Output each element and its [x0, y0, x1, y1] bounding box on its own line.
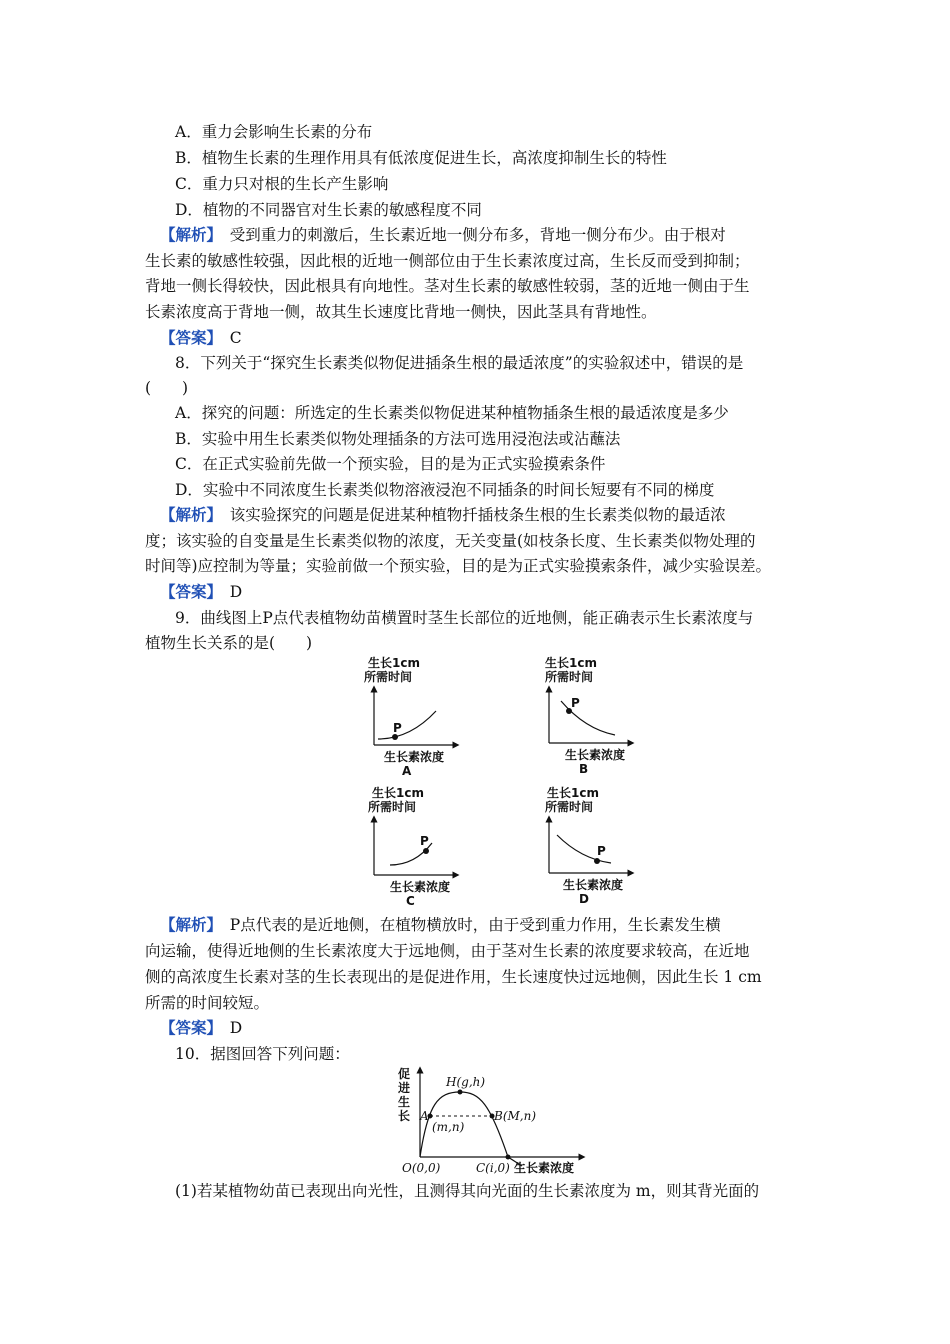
graph-c-caption: C: [406, 894, 415, 908]
q8-option-b: B．实验中用生长素类似物处理插条的方法可选用浸泡法或沾蘸法: [175, 430, 621, 448]
q7-analysis-line-3: 背地一侧长得较快，因此根具有向地性。茎对生长素的敏感性较弱，茎的近地一侧由于生: [145, 277, 750, 295]
graph-b-ylabel-2: 所需时间: [545, 670, 594, 684]
q10-label-b: B(M,n): [494, 1109, 537, 1123]
q9-analysis-line-4: 所需的时间较短。: [145, 994, 270, 1012]
q10-label-c: C(i,0): [476, 1161, 510, 1175]
graph-a-ylabel-1: 生长1cm: [368, 656, 420, 670]
q8-option-a: A．探究的问题：所选定的生长素类似物促进某种植物插条生根的最适浓度是多少: [175, 404, 729, 422]
q10-stem: 10．据图回答下列问题：: [175, 1045, 350, 1063]
q8-stem-line-2: ( ): [145, 379, 189, 397]
q8-option-c: C．在正式实验前先做一个预实验，目的是为正式实验摸索条件: [175, 455, 606, 473]
graph-a-p-label: P: [393, 721, 402, 735]
q8-answer: 【答案】 D: [160, 582, 243, 601]
q9-analysis-line-1: 【解析】 P点代表的是近地侧，在植物横放时，由于受到重力作用，生长素发生横: [160, 915, 721, 934]
q10-label-o: O(0,0): [402, 1161, 441, 1175]
q10-xlabel: 生长素浓度: [514, 1161, 575, 1175]
graph-c-xlabel: 生长素浓度: [390, 880, 451, 894]
q9-stem-line-1: 9．曲线图上P点代表植物幼苗横置时茎生长部位的近地侧，能正确表示生长素浓度与: [175, 609, 754, 627]
q10-label-a-coord: (m,n): [432, 1120, 465, 1134]
q7-option-c: C．重力只对根的生长产生影响: [175, 175, 389, 193]
q10-subquestion-1: (1)若某植物幼苗已表现出向光性，且测得其向光面的生长素浓度为 m，则其背光面的: [175, 1182, 760, 1200]
q10-ylabel-3: 生: [398, 1095, 411, 1109]
q10-point-c: [506, 1155, 511, 1160]
analysis-tag: 【解析】: [160, 505, 215, 524]
graph-b-curve: [561, 701, 615, 735]
answer-tag: 【答案】: [160, 1018, 215, 1037]
q10-ylabel-2: 进: [398, 1081, 411, 1095]
q10-label-h: H(g,h): [446, 1075, 486, 1089]
graph-b: [535, 655, 645, 780]
q7-answer: 【答案】 C: [160, 328, 242, 347]
graph-a-curve: [378, 711, 436, 739]
graph-c-ylabel-2: 所需时间: [368, 800, 417, 814]
graph-c: [360, 785, 470, 910]
answer-tag: 【答案】: [160, 328, 215, 347]
q9-analysis-line-3: 侧的高浓度生长素对茎的生长表现出的是促进作用，生长速度快过远地侧，因此生长 1 cm: [145, 968, 762, 986]
graph-d-caption: D: [579, 892, 589, 906]
graph-c-p-label: P: [420, 834, 429, 848]
graph-a: [360, 655, 470, 780]
q8-stem-line-1: 8．下列关于“探究生长素类似物促进插条生根的最适浓度”的实验叙述中，错误的是: [175, 354, 744, 372]
graph-d-xlabel: 生长素浓度: [563, 878, 624, 892]
q7-option-b: B．植物生长素的生理作用具有低浓度促进生长，高浓度抑制生长的特性: [175, 149, 667, 167]
graph-d: [535, 785, 645, 910]
answer-tag: 【答案】: [160, 582, 215, 601]
graph-d-point-p: [594, 858, 600, 864]
q7-option-a: A．重力会影响生长素的分布: [175, 123, 373, 141]
graph-d-ylabel-1: 生长1cm: [547, 786, 599, 800]
q9-answer: 【答案】 D: [160, 1018, 243, 1037]
q8-analysis-line-1: 【解析】 该实验探究的问题是促进某种植物扦插枝条生根的生长素类似物的最适浓: [160, 505, 726, 524]
graph-b-xlabel: 生长素浓度: [565, 748, 626, 762]
graph-d-p-label: P: [597, 844, 606, 858]
graph-a-ylabel-2: 所需时间: [364, 670, 413, 684]
graph-b-ylabel-1: 生长1cm: [545, 656, 597, 670]
q10-label-a: A: [420, 1109, 429, 1123]
q9-analysis-line-2: 向运输，使得近地侧的生长素浓度大于远地侧，由于茎对生长素的浓度要求较高，在近地: [145, 942, 750, 960]
analysis-tag: 【解析】: [160, 915, 215, 934]
graph-d-ylabel-2: 所需时间: [545, 800, 594, 814]
q7-analysis-line-4: 长素浓度高于背地一侧，故其生长速度比背地一侧快，因此茎具有背地性。: [145, 303, 657, 321]
q10-graph: [390, 1064, 590, 1176]
graph-a-xlabel: 生长素浓度: [384, 750, 445, 764]
graph-c-ylabel-1: 生长1cm: [372, 786, 424, 800]
q10-point-h: [458, 1090, 463, 1095]
graph-b-caption: B: [579, 762, 589, 776]
graph-b-p-label: P: [571, 696, 580, 710]
q8-analysis-line-2: 度；该实验的自变量是生长素类似物的浓度，无关变量(如枝条长度、生长素类似物处理的: [145, 532, 756, 550]
q8-option-d: D．实验中不同浓度生长素类似物溶液浸泡不同插条的时间长短要有不同的梯度: [175, 481, 715, 499]
q7-analysis-line-1: 【解析】 受到重力的刺激后，生长素近地一侧分布多，背地一侧分布少。由于根对: [160, 225, 726, 244]
q8-analysis-line-3: 时间等)应控制为等量；实验前做一个预实验，目的是为正式实验摸索条件，减少实验误差。: [145, 557, 772, 575]
q10-ylabel-4: 长: [398, 1109, 411, 1123]
q9-stem-line-2: 植物生长关系的是( ): [145, 634, 313, 652]
q7-option-d: D．植物的不同器官对生长素的敏感程度不同: [175, 201, 482, 219]
graph-a-caption: A: [402, 764, 412, 778]
analysis-tag: 【解析】: [160, 225, 215, 244]
q10-ylabel-1: 促: [398, 1067, 411, 1081]
q7-analysis-line-2: 生长素的敏感性较强，因此根的近地一侧部位由于生长素浓度过高，生长反而受到抑制；: [145, 252, 750, 270]
graph-c-point-p: [423, 848, 429, 854]
